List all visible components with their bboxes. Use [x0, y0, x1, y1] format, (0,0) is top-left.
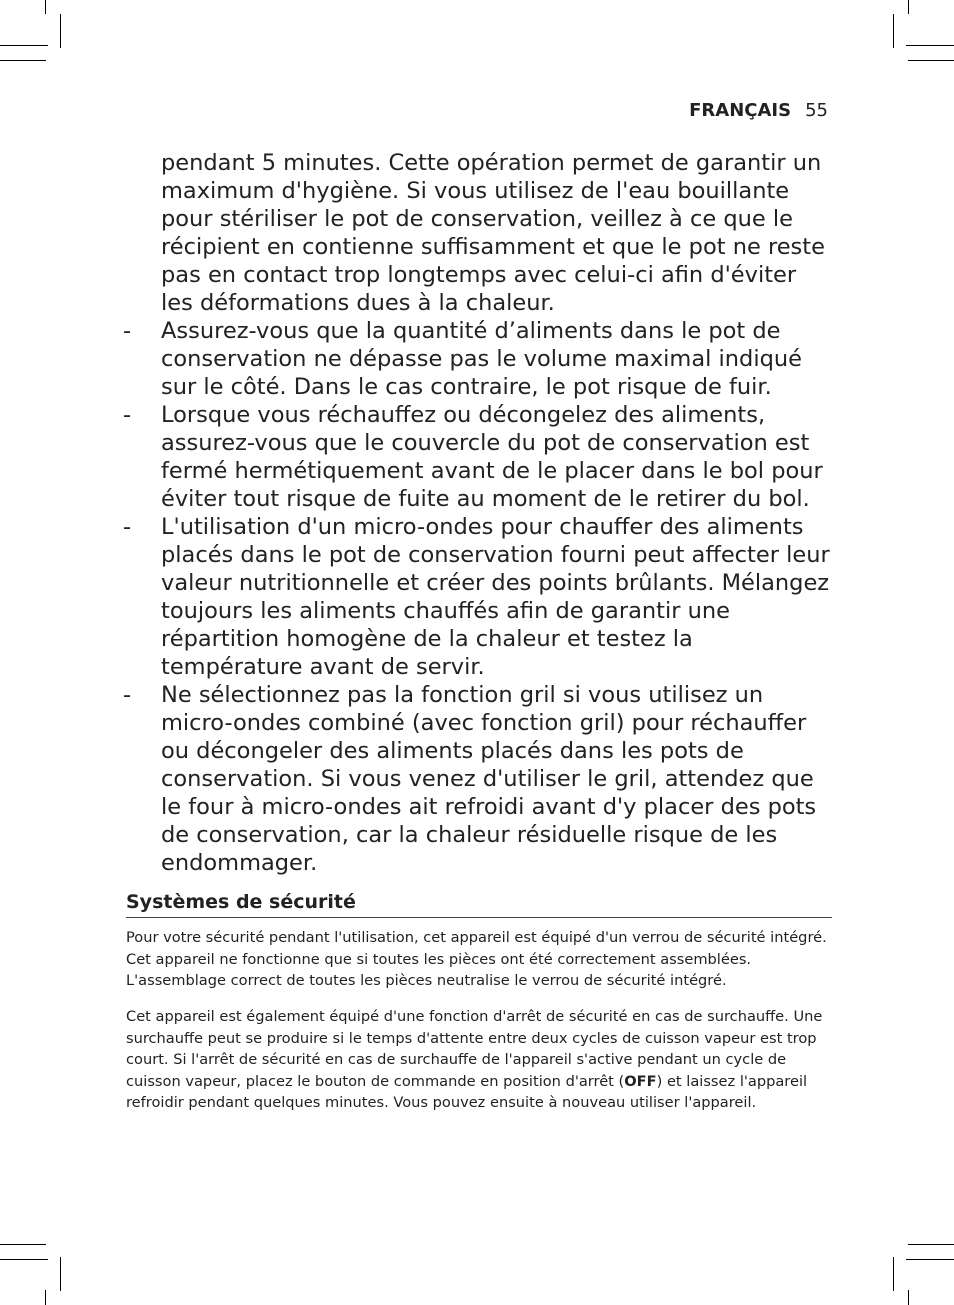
bullet-dash: - [123, 682, 132, 708]
safety-paragraph-1: Pour votre sécurité pendant l'utilisation, cet appareil est équipé d'un verrou de sécurité intégré. Cet appareil ne fonctionne que si toutes les pièces ont été correctement assemblées. L'assemblage correct de toutes les pièces neutralise le verrou de sécurité intégré. [126, 929, 827, 989]
crop-mark [893, 1257, 894, 1291]
bullet-dash: - [123, 318, 132, 344]
crop-mark [0, 1259, 48, 1260]
paragraph-text: ) et laissez l'appareil refroidir pendant quelques minutes. Vous pouvez ensuite à nouveau utiliser l'appareil. [126, 1072, 808, 1112]
crop-mark [45, 0, 46, 14]
list-item [123, 681, 832, 877]
list-item [123, 317, 832, 401]
language-label: FRANÇAIS [689, 100, 792, 121]
list-item [123, 513, 832, 681]
bullet-dash: - [123, 514, 132, 540]
crop-mark [906, 45, 954, 46]
crop-mark [60, 1257, 61, 1291]
list-item [126, 149, 832, 317]
page-number: 55 [805, 100, 828, 121]
list-item-text: Lorsque vous réchauffez ou décongelez des aliments, assurez-vous que le couvercle du pot de conservation est fermé hermétiquement avant de le placer dans le bol pour éviter tout risque de fuite au moment de le retirer du bol. [161, 402, 823, 512]
crop-mark [908, 1290, 909, 1305]
crop-mark [908, 1244, 954, 1245]
list-item-text: Ne sélectionnez pas la fonction gril si vous utilisez un micro-ondes combiné (avec fonction gril) pour réchauffer ou décongeler des aliments placés dans les pots de conservation. Si vous venez d'utiliser le gril, attendez que le four à micro-ondes ait refroidi avant d'y placer des pots de conservation, car la chaleur résiduelle risque de les endommager. [161, 682, 817, 876]
page-content [123, 149, 832, 1128]
crop-mark [45, 1290, 46, 1305]
safety-paragraph-2 [126, 1006, 832, 1114]
crop-mark [908, 60, 954, 61]
crop-mark [60, 14, 61, 48]
crop-mark [0, 60, 46, 61]
list-item-text: L'utilisation d'un micro-ondes pour chauffer des aliments placés dans le pot de conservation fourni peut affecter leur valeur nutritionnelle et créer des points brûlants. Mélangez toujours les aliments chauffés afin de garantir une répartition homogène de la chaleur et testez la température avant de servir. [161, 514, 830, 680]
section-title: Systèmes de sécurité [126, 891, 832, 918]
list-item-text: Assurez-vous que la quantité d’aliments dans le pot de conservation ne dépasse pas le volume maximal indiqué sur le côté. Dans le cas contraire, le pot risque de fuir. [161, 318, 802, 400]
list-item-text: pendant 5 minutes. Cette opération permet de garantir un maximum d'hygiène. Si vous utilisez de l'eau bouillante pour stériliser le pot de conservation, veillez à ce que le récipient en contienne suffisamment et que le pot ne reste pas en contact trop longtemps avec celui-ci afin d'éviter les déformations dues à la chaleur. [161, 150, 825, 316]
crop-mark [893, 14, 894, 48]
page-header [689, 100, 828, 121]
bullet-dash: - [123, 402, 132, 428]
crop-mark [0, 45, 48, 46]
list-item [123, 401, 832, 513]
crop-mark [0, 1244, 46, 1245]
off-label: OFF [624, 1072, 657, 1090]
crop-mark [908, 0, 909, 14]
bullet-list [123, 149, 832, 877]
crop-mark [906, 1259, 954, 1260]
paragraph-text: Cet appareil est également équipé d'une fonction d'arrêt de sécurité en cas de surchauffe. Une surchauffe peut se produire si le temps d'attente entre deux cycles de cuisson vapeur est trop court. Si l'arrêt de sécurité en cas de surchauffe de l'appareil s'active pendant un cycle de cuisson vapeur, placez le bouton de commande en position d'arrêt ( [126, 1008, 823, 1090]
